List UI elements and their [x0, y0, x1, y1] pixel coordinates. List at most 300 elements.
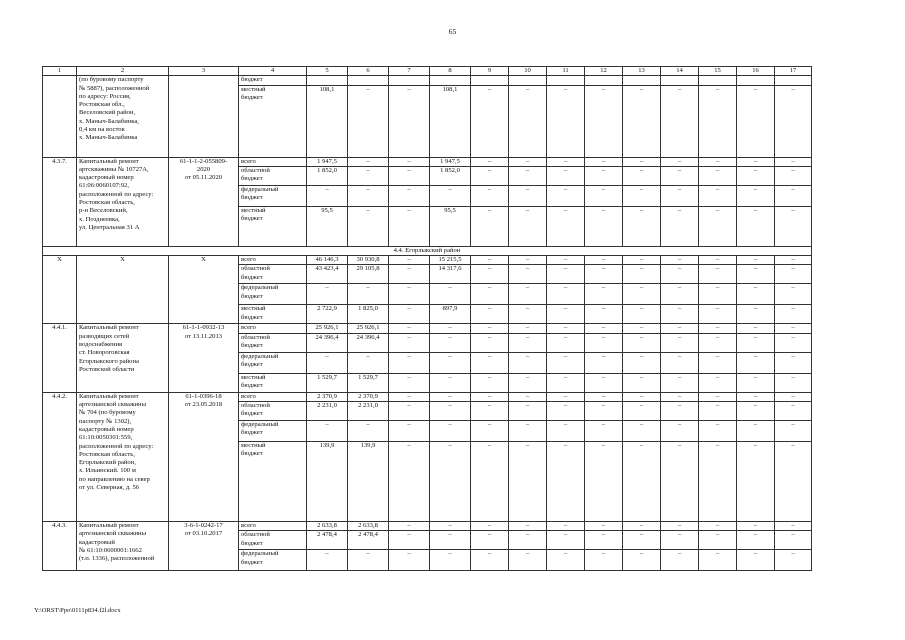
amount-cell	[471, 392, 509, 401]
cell-text: 25 926,1	[356, 324, 380, 332]
amount-cell	[699, 421, 737, 442]
amount-cell	[661, 185, 699, 206]
cell-text: 8	[448, 67, 452, 74]
cell-line: расположенной по адресу:	[79, 190, 154, 198]
amount-cell	[389, 166, 430, 185]
amount-cell	[430, 333, 471, 352]
amount-cell	[775, 284, 812, 305]
cell-line: 61-1-0396-18	[185, 392, 222, 400]
cell-text: –	[753, 522, 758, 530]
cell-line: № 61:10:0600001:1662	[79, 546, 142, 554]
cell-text: –	[366, 166, 370, 174]
cell-line: бюджет	[241, 175, 263, 183]
amount-cell	[585, 442, 623, 522]
cell-text: –	[563, 157, 568, 165]
amount-cell	[699, 265, 737, 284]
cell-line: расположенной по адресу:	[79, 442, 154, 450]
expertise-doc	[169, 157, 239, 246]
cell-line: 3-6-1-0242-17	[184, 522, 223, 530]
amount-cell	[585, 85, 623, 157]
amount-cell	[430, 76, 471, 85]
cell-text: 95,5	[321, 206, 333, 214]
cell-line: по адресу: Россия,	[79, 92, 131, 100]
amount-cell	[699, 324, 737, 333]
cell-text: –	[366, 550, 370, 558]
amount-cell	[547, 550, 585, 571]
amount-cell	[585, 76, 623, 85]
cell-text: –	[601, 402, 606, 410]
funding-source	[239, 324, 307, 333]
cell-text: –	[407, 392, 411, 400]
cell-text: 24 396,4	[315, 333, 339, 341]
funding-source	[239, 442, 307, 522]
cell-line: по направлению на север	[79, 475, 150, 483]
cell-text: –	[601, 265, 606, 273]
cell-text: –	[791, 166, 795, 174]
cell-text: –	[601, 373, 606, 381]
amount-cell	[661, 402, 699, 421]
cell-text: –	[753, 373, 758, 381]
cell-line: Ростовская область,	[79, 199, 135, 207]
funding-source	[239, 392, 307, 401]
cell-text: –	[677, 305, 682, 313]
amount-cell	[307, 265, 348, 284]
cell-text: –	[448, 324, 452, 332]
cell-text: –	[791, 333, 795, 341]
amount-cell	[737, 157, 775, 166]
amount-cell	[623, 373, 661, 392]
amount-cell	[509, 166, 547, 185]
cell-line: Егорлыкского района	[79, 357, 139, 365]
amount-cell	[623, 402, 661, 421]
amount-cell	[775, 185, 812, 206]
amount-cell	[699, 284, 737, 305]
section-header-row	[43, 246, 812, 255]
amount-cell	[623, 157, 661, 166]
amount-cell	[661, 522, 699, 531]
cell-text: –	[407, 442, 411, 450]
cell-text: –	[677, 373, 682, 381]
cell-text: 2 633,8	[358, 522, 378, 530]
cell-text: –	[563, 85, 568, 93]
cell-line: артезианской скважины	[79, 401, 147, 409]
cell-text: –	[407, 550, 411, 558]
amount-cell	[661, 324, 699, 333]
amount-cell	[775, 256, 812, 265]
column-number	[585, 67, 623, 76]
cell-text: –	[525, 166, 530, 174]
cell-text: –	[487, 85, 492, 93]
cell-text: –	[715, 256, 720, 264]
amount-cell	[737, 185, 775, 206]
amount-cell	[389, 373, 430, 392]
cell-text: –	[753, 531, 758, 539]
amount-cell	[348, 85, 389, 157]
item-number	[43, 522, 77, 571]
cell-text: –	[677, 531, 682, 539]
cell-text: –	[677, 550, 682, 558]
amount-cell	[699, 402, 737, 421]
amount-cell	[348, 333, 389, 352]
amount-cell	[471, 85, 509, 157]
amount-cell	[509, 531, 547, 550]
cell-line: от 05.11.2020	[184, 174, 223, 182]
amount-cell	[585, 522, 623, 531]
cell-text: 1 947,5	[317, 157, 337, 165]
cell-text: –	[715, 522, 720, 530]
amount-cell	[471, 333, 509, 352]
cell-text: –	[487, 324, 492, 332]
cell-text: 2 231,0	[317, 402, 337, 410]
cell-text: –	[753, 265, 758, 273]
funding-source	[239, 166, 307, 185]
cell-line: кадастровый номер	[79, 425, 134, 433]
amount-cell	[737, 85, 775, 157]
amount-cell	[389, 352, 430, 373]
cell-text: –	[753, 421, 758, 429]
cell-line: бюджет	[241, 215, 263, 223]
amount-cell	[775, 402, 812, 421]
cell-text: 9	[487, 67, 492, 74]
cell-text: 43 423,4	[315, 265, 339, 273]
cell-text: –	[715, 206, 720, 214]
cell-text: –	[407, 265, 411, 273]
amount-cell	[348, 550, 389, 571]
cell-text: –	[753, 157, 758, 165]
amount-cell	[661, 305, 699, 324]
cell-text: –	[487, 373, 492, 381]
funding-source	[239, 157, 307, 166]
cell-text: –	[677, 522, 682, 530]
cell-text: –	[639, 206, 644, 214]
cell-text: –	[791, 421, 795, 429]
amount-cell	[471, 442, 509, 522]
funding-source	[239, 206, 307, 246]
amount-cell	[737, 352, 775, 373]
amount-cell	[430, 531, 471, 550]
amount-cell	[623, 256, 661, 265]
cell-text: –	[639, 352, 644, 360]
cell-text: –	[525, 324, 530, 332]
cell-text: –	[407, 421, 411, 429]
cell-text: –	[601, 531, 606, 539]
cell-line: бюджет	[241, 361, 263, 369]
cell-text: Х	[57, 256, 62, 264]
column-number-row	[43, 67, 812, 76]
cell-text: –	[639, 373, 644, 381]
amount-cell	[737, 550, 775, 571]
object-name	[77, 157, 169, 246]
cell-line: 2020	[196, 165, 211, 173]
cell-text: –	[791, 550, 795, 558]
amount-cell	[547, 85, 585, 157]
amount-cell	[775, 522, 812, 531]
amount-cell	[307, 421, 348, 442]
cell-text: 95,5	[444, 206, 456, 214]
funding-source	[239, 352, 307, 373]
amount-cell	[775, 206, 812, 246]
amount-cell	[307, 76, 348, 85]
amount-cell	[585, 392, 623, 401]
amount-cell	[737, 166, 775, 185]
amount-cell	[775, 157, 812, 166]
amount-cell	[775, 531, 812, 550]
object-name	[77, 392, 169, 521]
amount-cell	[430, 522, 471, 531]
amount-cell	[471, 305, 509, 324]
amount-cell	[775, 392, 812, 401]
column-number	[169, 67, 239, 76]
cell-text: –	[448, 373, 452, 381]
budget-table	[42, 66, 812, 571]
cell-text: –	[601, 85, 606, 93]
cell-text: –	[487, 522, 492, 530]
cell-text: –	[525, 256, 530, 264]
amount-cell	[775, 352, 812, 373]
table-row	[43, 392, 812, 401]
amount-cell	[389, 284, 430, 305]
cell-line: областной	[241, 402, 270, 410]
item-number	[43, 157, 77, 246]
amount-cell	[775, 324, 812, 333]
cell-text: –	[677, 166, 682, 174]
amount-cell	[585, 185, 623, 206]
cell-text: –	[601, 522, 606, 530]
amount-cell	[509, 442, 547, 522]
cell-text: 4	[270, 67, 275, 74]
cell-text: –	[715, 185, 720, 193]
cell-text: –	[791, 206, 795, 214]
amount-cell	[348, 76, 389, 85]
cell-text: –	[791, 324, 795, 332]
table-row	[43, 157, 812, 166]
cell-text: –	[791, 392, 795, 400]
amount-cell	[348, 522, 389, 531]
cell-text: –	[677, 402, 682, 410]
amount-cell	[389, 265, 430, 284]
cell-text: –	[753, 550, 758, 558]
amount-cell	[430, 392, 471, 401]
amount-cell	[430, 265, 471, 284]
amount-cell	[509, 76, 547, 85]
amount-cell	[737, 305, 775, 324]
cell-text: –	[525, 352, 530, 360]
amount-cell	[348, 421, 389, 442]
funding-source	[239, 550, 307, 571]
cell-text: –	[715, 531, 720, 539]
amount-cell	[699, 531, 737, 550]
amount-cell	[348, 185, 389, 206]
cell-line: х. Позднеевка,	[79, 215, 120, 223]
cell-text: –	[487, 333, 492, 341]
cell-line: бюджет	[241, 382, 263, 390]
cell-text: 4.4.1.	[52, 324, 67, 332]
cell-text: –	[791, 85, 795, 93]
cell-text: –	[487, 550, 492, 558]
cell-text: 139,9	[360, 442, 376, 450]
cell-text: –	[407, 522, 411, 530]
amount-cell	[471, 522, 509, 531]
cell-line: местный	[241, 373, 266, 381]
amount-cell	[623, 284, 661, 305]
cell-text: 24 396,4	[356, 333, 380, 341]
expertise-doc	[169, 522, 239, 571]
amount-cell	[623, 522, 661, 531]
cell-line: бюджет	[241, 410, 263, 418]
amount-cell	[699, 76, 737, 85]
amount-cell	[430, 373, 471, 392]
amount-cell	[389, 392, 430, 401]
cell-text: –	[715, 265, 720, 273]
cell-line: федеральный	[241, 185, 279, 193]
amount-cell	[661, 76, 699, 85]
cell-text: 46 146,3	[315, 256, 339, 264]
expertise-doc	[169, 324, 239, 392]
cell-line: федеральный	[241, 550, 279, 558]
amount-cell	[389, 522, 430, 531]
cell-text: 1 825,0	[358, 305, 378, 313]
amount-cell	[430, 324, 471, 333]
amount-cell	[775, 265, 812, 284]
cell-text: –	[448, 333, 452, 341]
cell-text: –	[791, 373, 795, 381]
amount-cell	[547, 206, 585, 246]
cell-text: –	[407, 333, 411, 341]
amount-cell	[348, 531, 389, 550]
cell-text: –	[525, 402, 530, 410]
amount-cell	[547, 256, 585, 265]
funding-source	[239, 373, 307, 392]
amount-cell	[737, 265, 775, 284]
cell-text: –	[407, 185, 411, 193]
amount-cell	[471, 256, 509, 265]
cell-text: –	[563, 352, 568, 360]
cell-text: –	[601, 352, 606, 360]
amount-cell	[623, 333, 661, 352]
cell-line: № 5887), расположенной	[79, 84, 150, 92]
cell-text: –	[563, 333, 568, 341]
amount-cell	[661, 352, 699, 373]
amount-cell	[737, 373, 775, 392]
cell-text: –	[753, 402, 758, 410]
amount-cell	[585, 265, 623, 284]
amount-cell	[509, 85, 547, 157]
cell-text: –	[448, 550, 452, 558]
cell-line: местный	[241, 305, 266, 313]
cell-text: 5	[325, 67, 329, 74]
cell-text: –	[677, 324, 682, 332]
cell-text: –	[563, 421, 568, 429]
funding-source	[239, 305, 307, 324]
amount-cell	[585, 206, 623, 246]
cell-text: –	[487, 421, 492, 429]
cell-line: бюджет	[241, 450, 263, 458]
cell-text: 17	[789, 67, 797, 74]
file-path-footer: Y:\ORST\Ppo\0111p834.f2l.docx	[34, 607, 121, 614]
amount-cell	[585, 421, 623, 442]
funding-source	[239, 85, 307, 157]
cell-text: –	[639, 265, 644, 273]
amount-cell	[623, 166, 661, 185]
cell-line: Веселовский район,	[79, 109, 136, 117]
amount-cell	[699, 352, 737, 373]
amount-cell	[348, 166, 389, 185]
cell-line: федеральный	[241, 421, 279, 429]
amount-cell	[623, 392, 661, 401]
cell-text: –	[407, 166, 411, 174]
cell-text: –	[487, 442, 492, 450]
amount-cell	[699, 256, 737, 265]
cell-text: –	[791, 284, 795, 292]
amount-cell	[547, 531, 585, 550]
amount-cell	[775, 305, 812, 324]
cell-text: –	[715, 421, 720, 429]
amount-cell	[509, 284, 547, 305]
cell-text: –	[601, 157, 606, 165]
cell-text: –	[563, 531, 568, 539]
column-number	[699, 67, 737, 76]
amount-cell	[547, 352, 585, 373]
cell-text: –	[791, 442, 795, 450]
cell-text: –	[639, 421, 644, 429]
cell-text: –	[639, 324, 644, 332]
cell-text: –	[448, 442, 452, 450]
cell-text: –	[407, 256, 411, 264]
amount-cell	[661, 157, 699, 166]
cell-text: 1 852,0	[317, 166, 337, 174]
amount-cell	[430, 550, 471, 571]
cell-text: –	[753, 256, 758, 264]
cell-text: –	[677, 421, 682, 429]
amount-cell	[509, 373, 547, 392]
amount-cell	[348, 157, 389, 166]
cell-line: Ростовская область,	[79, 450, 135, 458]
amount-cell	[623, 85, 661, 157]
cell-text: –	[563, 305, 568, 313]
item-number	[43, 76, 77, 157]
cell-text: –	[715, 157, 720, 165]
amount-cell	[509, 333, 547, 352]
cell-text: 1 852,0	[440, 166, 460, 174]
amount-cell	[547, 373, 585, 392]
column-number	[775, 67, 812, 76]
amount-cell	[699, 522, 737, 531]
amount-cell	[389, 531, 430, 550]
amount-cell	[307, 392, 348, 401]
cell-text: –	[407, 531, 411, 539]
amount-cell	[699, 333, 737, 352]
page-number: 65	[448, 27, 457, 36]
cell-line: р-н Веселовский,	[79, 207, 128, 215]
amount-cell	[661, 85, 699, 157]
amount-cell	[623, 421, 661, 442]
amount-cell	[623, 185, 661, 206]
amount-cell	[509, 352, 547, 373]
cell-text: 2 231,0	[358, 402, 378, 410]
amount-cell	[737, 284, 775, 305]
amount-cell	[699, 550, 737, 571]
cell-text: 2 722,9	[317, 305, 337, 313]
amount-cell	[307, 402, 348, 421]
amount-cell	[430, 284, 471, 305]
cell-text: –	[715, 373, 720, 381]
cell-text: –	[639, 256, 644, 264]
cell-line: Капитальный ремонт	[79, 324, 139, 332]
amount-cell	[623, 352, 661, 373]
cell-line: бюджет	[241, 313, 263, 321]
cell-text: –	[677, 352, 682, 360]
cell-text: –	[448, 392, 452, 400]
